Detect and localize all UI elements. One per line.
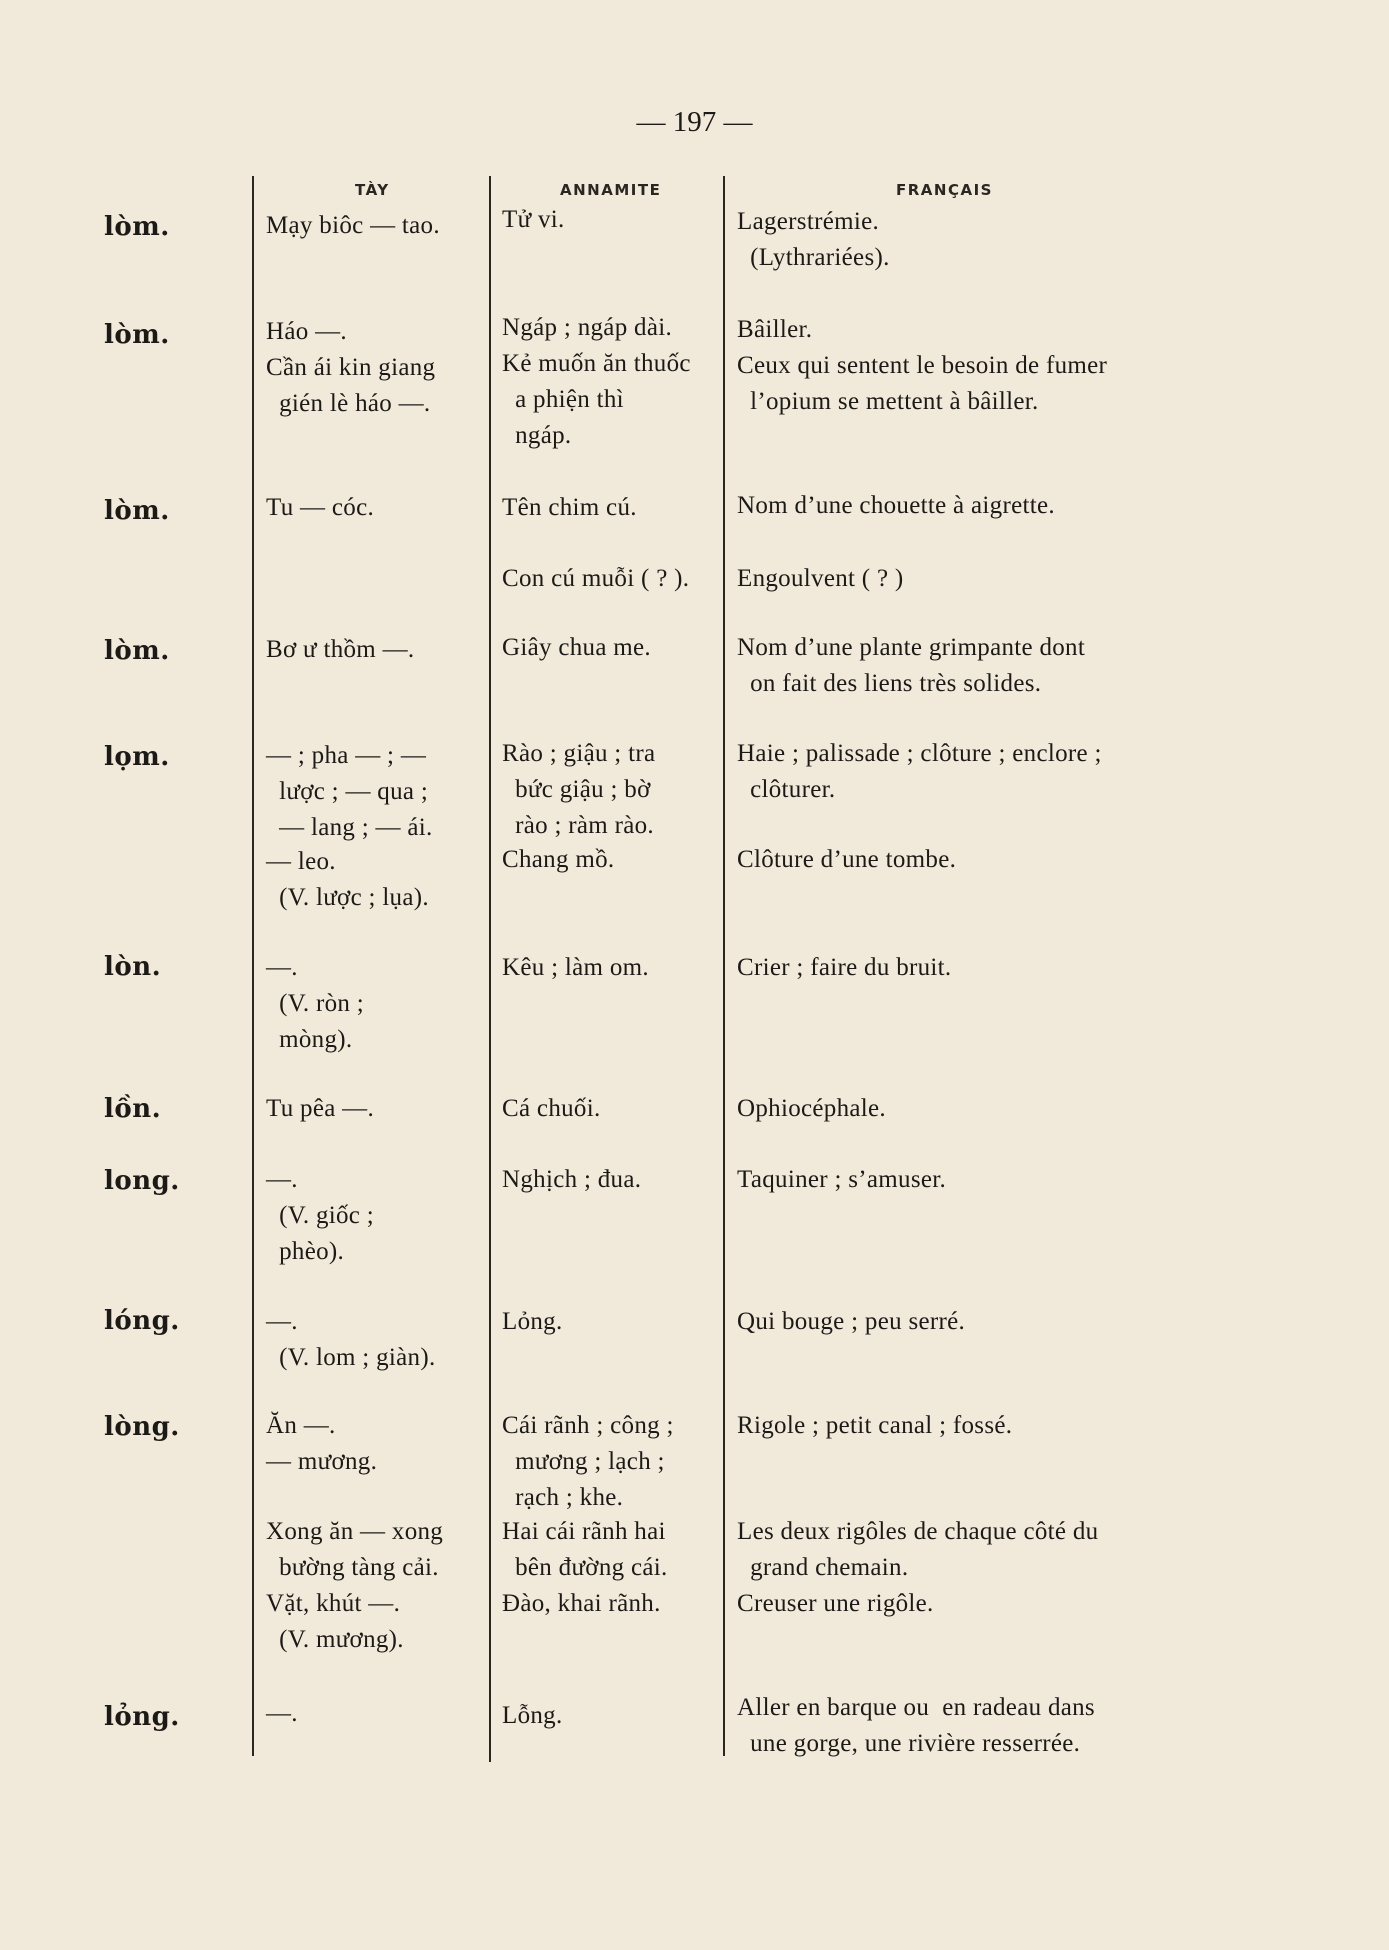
annamite-definition: Kêu ; làm om. [502,954,649,981]
tay-definition: Ăn —. — mương. [266,1412,378,1475]
annamite-definition: Nghịch ; đua. [502,1166,642,1193]
column-rule-middle [489,176,491,1762]
headword: lồn. [104,1094,162,1124]
french-definition: Creuser une rigôle. [737,1590,934,1617]
headword: lòm. [104,496,170,526]
column-header-francais: FRANÇAIS [896,181,993,199]
annamite-definition: Ngáp ; ngáp dài. Kẻ muốn ăn thuốc a phiện thì ngáp. [502,314,691,449]
french-definition: Nom d’une chouette à aigrette. [737,492,1055,519]
annamite-definition: Tên chim cú. [502,494,637,521]
headword: lỏng. [104,1702,180,1732]
french-definition: Crier ; faire du bruit. [737,954,952,981]
tay-definition: Bơ ư thồm —. [266,636,415,663]
tay-definition: —. (V. ròn ; mòng). [266,954,364,1053]
french-definition: Engoulvent ( ? ) [737,565,904,592]
tay-definition: Tu pêa —. [266,1095,375,1122]
headword: lòm. [104,636,170,666]
tay-definition: Mạy biôc — tao. [266,212,440,239]
annamite-definition: Giây chua me. [502,634,651,661]
headword: lòm. [104,212,170,242]
annamite-definition: Chang mồ. [502,846,615,873]
page-number: — 197 — [636,106,753,138]
annamite-definition: Cái rãnh ; công ; mương ; lạch ; rạch ; khe. [502,1412,674,1511]
annamite-definition: Cá chuối. [502,1095,601,1122]
column-header-annamite: ANNAMITE [560,181,662,199]
annamite-definition: Lỏng. [502,1308,563,1335]
annamite-definition: Lỗng. [502,1702,563,1729]
headword: lòm. [104,320,170,350]
french-definition: Aller en barque ou en radeau dans une gorge, une rivière resserrée. [737,1694,1095,1757]
column-rule-right [723,176,725,1756]
tay-definition: Xong ăn — xong bường tàng cải. [266,1518,444,1581]
french-definition: Les deux rigôles de chaque côté du grand chemain. [737,1518,1099,1581]
tay-definition: Vặt, khút —. (V. mương). [266,1590,404,1653]
tay-definition: — ; pha — ; — lược ; — qua ; — lang ; — ái. [266,742,433,841]
headword: lọm. [104,742,170,772]
french-definition: Rigole ; petit canal ; fossé. [737,1412,1013,1439]
french-definition: Bâiller. Ceux qui sentent le besoin de fumer l’opium se mettent à bâiller. [737,316,1108,415]
tay-definition: —. (V. lom ; giàn). [266,1308,436,1371]
tay-definition: —. [266,1700,298,1727]
tay-definition: — leo. (V. lược ; lụa). [266,848,429,911]
column-header-tay: TÀY [355,181,390,199]
french-definition: Nom d’une plante grimpante dont on fait des liens très solides. [737,634,1086,697]
annamite-definition: Con cú muỗi ( ? ). [502,565,690,592]
headword: lòng. [104,1412,180,1442]
headword: long. [104,1166,180,1196]
french-definition: Qui bouge ; peu serré. [737,1308,966,1335]
annamite-definition: Đào, khai rãnh. [502,1590,661,1617]
french-definition: Ophiocéphale. [737,1095,886,1122]
tay-definition: —. (V. giốc ; phèo). [266,1166,374,1265]
french-definition: Lagerstrémie. (Lythrariées). [737,208,890,271]
column-rule-left [252,176,254,1756]
french-definition: Clôture d’une tombe. [737,846,957,873]
french-definition: Taquiner ; s’amuser. [737,1166,947,1193]
french-definition: Haie ; palissade ; clôture ; enclore ; clôturer. [737,740,1102,803]
annamite-definition: Hai cái rãnh hai bên đường cái. [502,1518,668,1581]
tay-definition: Tu — cóc. [266,494,375,521]
tay-definition: Háo —. Cần ái kin giang gién lè háo —. [266,318,436,417]
headword: lòn. [104,952,162,982]
headword: lóng. [104,1306,180,1336]
annamite-definition: Rào ; giậu ; tra bức giậu ; bờ rào ; ràm rào. [502,740,656,839]
annamite-definition: Tử vi. [502,206,565,233]
